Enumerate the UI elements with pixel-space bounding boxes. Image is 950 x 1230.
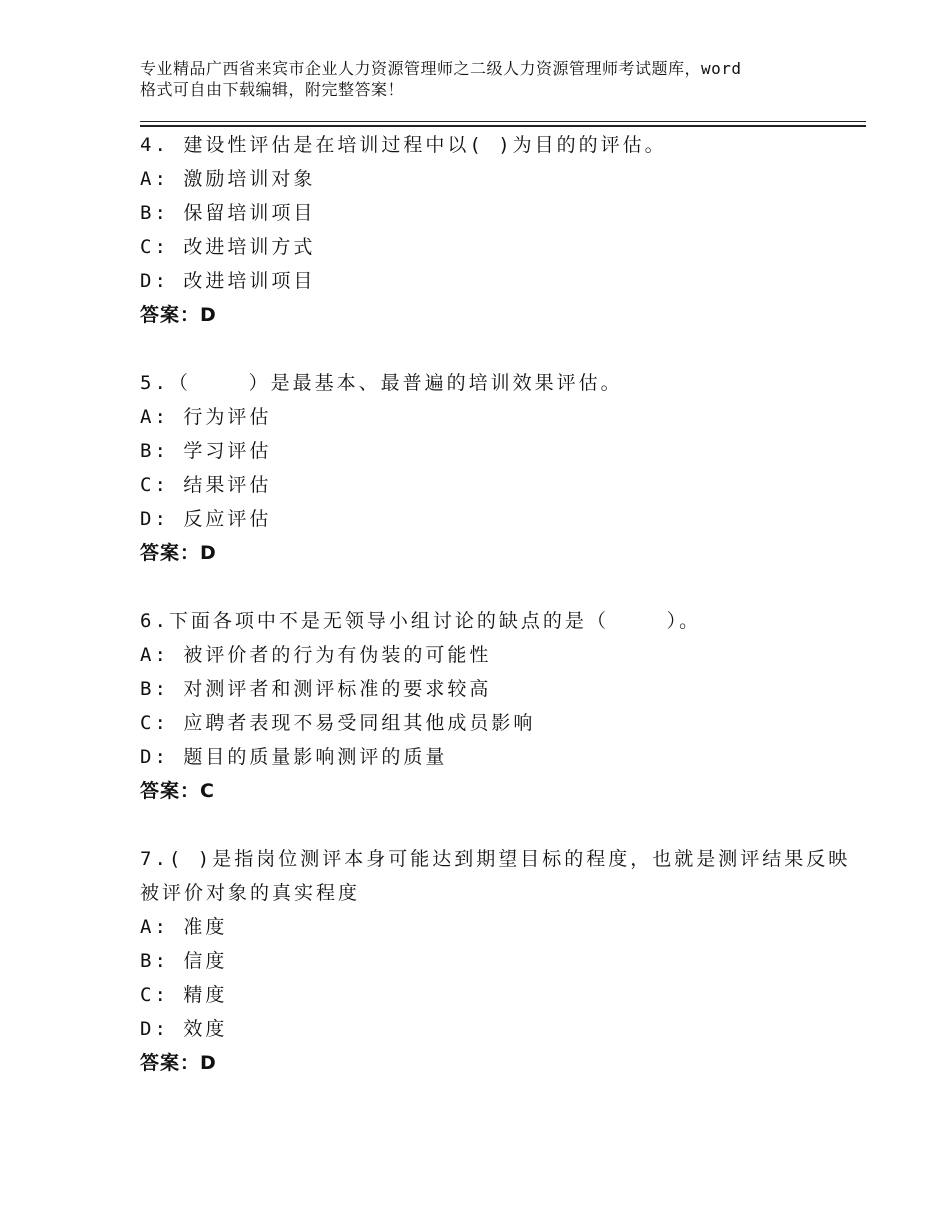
option-a: A: 激励培训对象 xyxy=(140,168,316,190)
option-b: B: 信度 xyxy=(140,950,228,972)
option-d: D: 改进培训项目 xyxy=(140,270,316,292)
question-text: 6.下面各项中不是无领导小组讨论的缺点的是（ ）。 xyxy=(140,610,702,632)
option-b: B: 学习评估 xyxy=(140,440,272,462)
option-c: C: 改进培训方式 xyxy=(140,236,316,258)
option-a: A: 行为评估 xyxy=(140,406,272,428)
answer-line xyxy=(140,774,860,808)
header-line-1: 专业精品广西省来宾市企业人力资源管理师之二级人力资源管理师考试题库，word xyxy=(140,59,742,78)
answer-value: D xyxy=(200,304,217,326)
answer-label: 答案： xyxy=(140,1052,201,1074)
option-d: D: 题目的质量影响测评的质量 xyxy=(140,746,448,768)
option-b: B: 保留培训项目 xyxy=(140,202,316,224)
option-a: A: 被评价者的行为有伪装的可能性 xyxy=(140,644,492,666)
answer-label: 答案： xyxy=(140,542,201,564)
question-text: 4. 建设性评估是在培训过程中以( )为目的的评估。 xyxy=(140,134,667,156)
option-a: A: 准度 xyxy=(140,916,228,938)
header-divider-thick xyxy=(140,125,866,127)
answer-value: D xyxy=(200,542,217,564)
question-text: 7.( )是指岗位测评本身可能达到期望目标的程度，也就是测评结果反映被评价对象的真实程度 xyxy=(140,848,851,904)
question-5 xyxy=(140,366,860,570)
answer-line xyxy=(140,536,860,570)
question-6 xyxy=(140,604,860,808)
question-text: 5.（ ）是最基本、最普遍的培训效果评估。 xyxy=(140,372,623,394)
option-d: D: 效度 xyxy=(140,1018,228,1040)
answer-value: D xyxy=(200,1052,217,1074)
header-line-2: 格式可自由下载编辑，附完整答案！ xyxy=(140,80,405,99)
option-c: C: 应聘者表现不易受同组其他成员影响 xyxy=(140,712,536,734)
question-list xyxy=(140,128,860,1114)
option-c: C: 结果评估 xyxy=(140,474,272,496)
answer-line xyxy=(140,1046,860,1080)
option-c: C: 精度 xyxy=(140,984,228,1006)
answer-line xyxy=(140,298,860,332)
header-divider-thin xyxy=(140,121,866,122)
answer-label: 答案： xyxy=(140,304,201,326)
answer-label: 答案： xyxy=(140,780,201,802)
option-d: D: 反应评估 xyxy=(140,508,272,530)
question-7 xyxy=(140,842,860,1080)
option-b: B: 对测评者和测评标准的要求较高 xyxy=(140,678,492,700)
question-4 xyxy=(140,128,860,332)
document-header xyxy=(140,58,830,100)
answer-value: C xyxy=(200,780,215,802)
